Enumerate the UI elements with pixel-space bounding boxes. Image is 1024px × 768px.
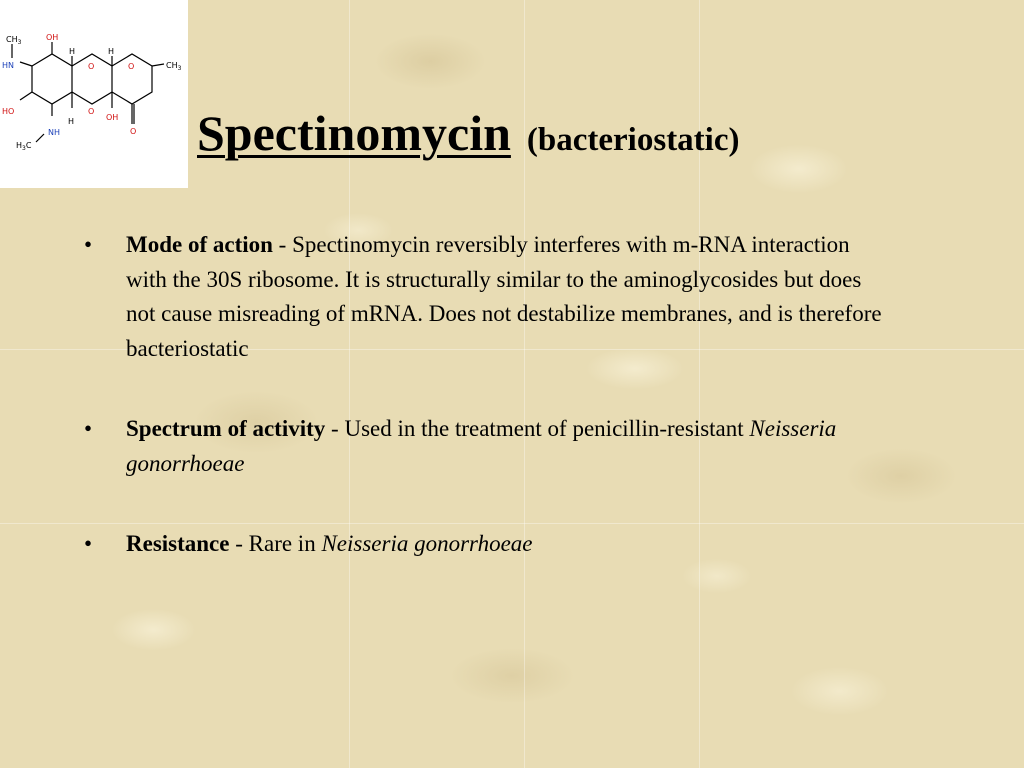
bullet-italic-text: Neisseria gonorrhoeae [321, 531, 533, 556]
bullet-item-spectrum-of-activity [84, 412, 884, 481]
bullet-icon: • [84, 531, 93, 556]
bullet-term: Spectrum of activity [126, 416, 326, 441]
bullet-term: Resistance [126, 531, 230, 556]
svg-text:CH3: $CH_3$ [6, 35, 22, 46]
structure-label-o-ring3: O [88, 107, 95, 116]
structure-label-ho: HO [2, 107, 15, 116]
structure-label-h-b: H [108, 47, 115, 56]
structure-label-ch3-right: CH [166, 61, 178, 70]
structure-label-oh-bottom: OH [106, 113, 119, 122]
structure-label-o-ring1: O [88, 62, 95, 71]
bullet-icon: • [84, 416, 93, 441]
bullet-icon: • [84, 232, 93, 257]
structure-label-oh-top: OH [46, 33, 59, 42]
bullet-term: Mode of action [126, 232, 273, 257]
structure-label-ch3-top: CH [6, 35, 18, 44]
slide-title: Spectinomycin [197, 105, 511, 161]
bullet-text: - Spectinomycin reversibly interferes with m-RNA interaction with the 30S ribosome. It is structurally similar to the aminoglycosides but does not cause misreading of mRNA. Does not destabilize membranes, and is therefore bacteriostatic [126, 232, 882, 361]
bullet-item-resistance [84, 527, 884, 562]
svg-text:H3C: $H_3C$ [16, 141, 32, 152]
bullet-list [84, 228, 884, 562]
bullet-item-mode-of-action [84, 228, 884, 366]
bullet-italic-text: Neisseria gonorrhoeae [126, 416, 837, 476]
slide-subtitle: (bacteriostatic) [526, 122, 740, 158]
svg-text:CH3: $CH_3$ [166, 61, 182, 72]
bullet-text: - Used in the treatment of penicillin-resistant [325, 416, 750, 441]
structure-label-h-c: H [68, 117, 75, 126]
bullet-text: - Rare in [229, 531, 322, 556]
structure-label-hn: HN [2, 61, 14, 70]
structure-label-o-keto: O [130, 127, 137, 136]
spectinomycin-structure-image [0, 0, 188, 188]
title-row [197, 104, 739, 162]
structure-label-h-a: H [69, 47, 76, 56]
structure-label-nh: NH [48, 128, 60, 137]
structure-label-o-ring2: O [128, 62, 135, 71]
